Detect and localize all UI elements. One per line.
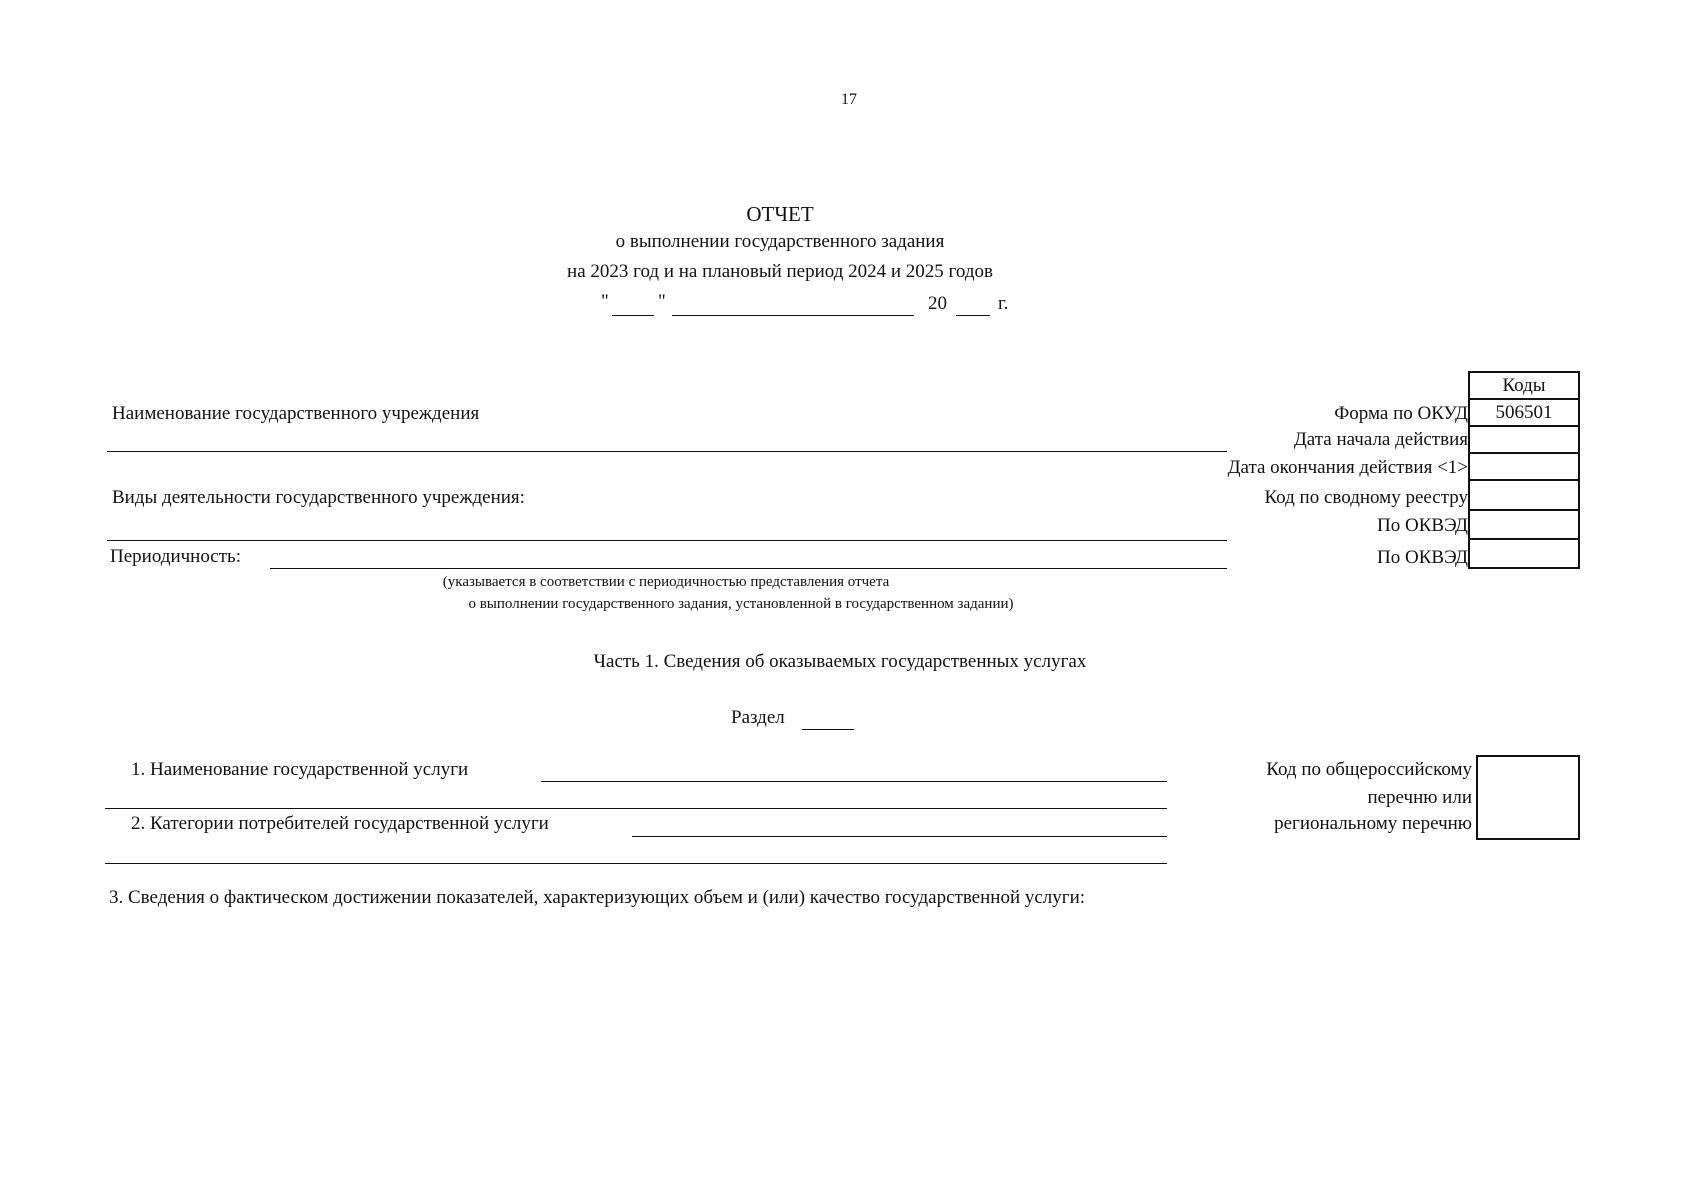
periodicity-label: Периодичность: [110, 546, 241, 567]
registry-code-value[interactable] [1469, 480, 1579, 510]
institution-name-field[interactable] [107, 451, 1227, 452]
okved-value-1[interactable] [1469, 510, 1579, 539]
section-number-field[interactable] [802, 729, 854, 730]
activities-label: Виды деятельности государственного учреждения: [112, 487, 525, 508]
document-subtitle-1: о выполнении государственного задания [615, 231, 945, 252]
service-name-label: 1. Наименование государственной услуги [131, 759, 469, 780]
end-date-value[interactable] [1469, 453, 1579, 480]
consumer-categories-field[interactable] [632, 836, 1167, 837]
document-title: ОТЧЕТ [746, 202, 814, 226]
periodicity-note-1: (указывается в соответствии с периодичностью представления отчета [442, 574, 890, 590]
start-date-label: Дата начала действия [1293, 429, 1468, 450]
consumer-categories-label: 2. Категории потребителей государственной услуги [131, 813, 549, 834]
institution-name-label: Наименование государственного учреждения [112, 403, 480, 424]
date-quote-open: " [601, 291, 609, 312]
registry-code-label: Код по сводному реестру [1264, 487, 1468, 508]
part1-title: Часть 1. Сведения об оказываемых государственных услугах [593, 651, 1087, 672]
periodicity-note-2: о выполнении государственного задания, установленной в государственном задании) [468, 596, 1014, 612]
date-day-blank[interactable] [612, 315, 654, 316]
registry-list-label-3: региональному перечню [1274, 813, 1472, 834]
date-quote-close: " [658, 291, 666, 312]
date-year-blank[interactable] [956, 315, 990, 316]
okud-value[interactable]: 506501 [1469, 399, 1579, 426]
date-year-prefix: 20 [928, 293, 947, 314]
okved-label-2: По ОКВЭД [1377, 547, 1468, 568]
end-date-label: Дата окончания действия <1> [1227, 457, 1468, 478]
okved-label-1: По ОКВЭД [1377, 515, 1468, 536]
section-label: Раздел [731, 707, 785, 728]
okud-label: Форма по ОКУД [1334, 403, 1468, 424]
activities-field[interactable] [107, 540, 1227, 541]
date-year-suffix: г. [998, 293, 1009, 314]
indicators-label: 3. Сведения о фактическом достижении показателей, характеризующих объем и (или) качество государственной услуги: [109, 887, 1086, 908]
document-subtitle-2: на 2023 год и на плановый период 2024 и 2025 годов [567, 261, 993, 282]
periodicity-field[interactable] [270, 568, 1227, 569]
service-name-field-2[interactable] [105, 808, 1167, 809]
consumer-categories-field-2[interactable] [105, 863, 1167, 864]
registry-list-label-2: перечню или [1367, 787, 1472, 808]
codes-table [1468, 371, 1580, 569]
date-month-blank[interactable] [672, 315, 914, 316]
registry-code-box[interactable] [1476, 755, 1580, 840]
service-name-field[interactable] [541, 781, 1167, 782]
registry-list-label-1: Код по общероссийскому [1266, 759, 1472, 780]
okved-value-2[interactable] [1469, 539, 1579, 568]
start-date-value[interactable] [1469, 426, 1579, 453]
codes-header: Коды [1469, 372, 1579, 399]
page-number: 17 [841, 91, 857, 108]
